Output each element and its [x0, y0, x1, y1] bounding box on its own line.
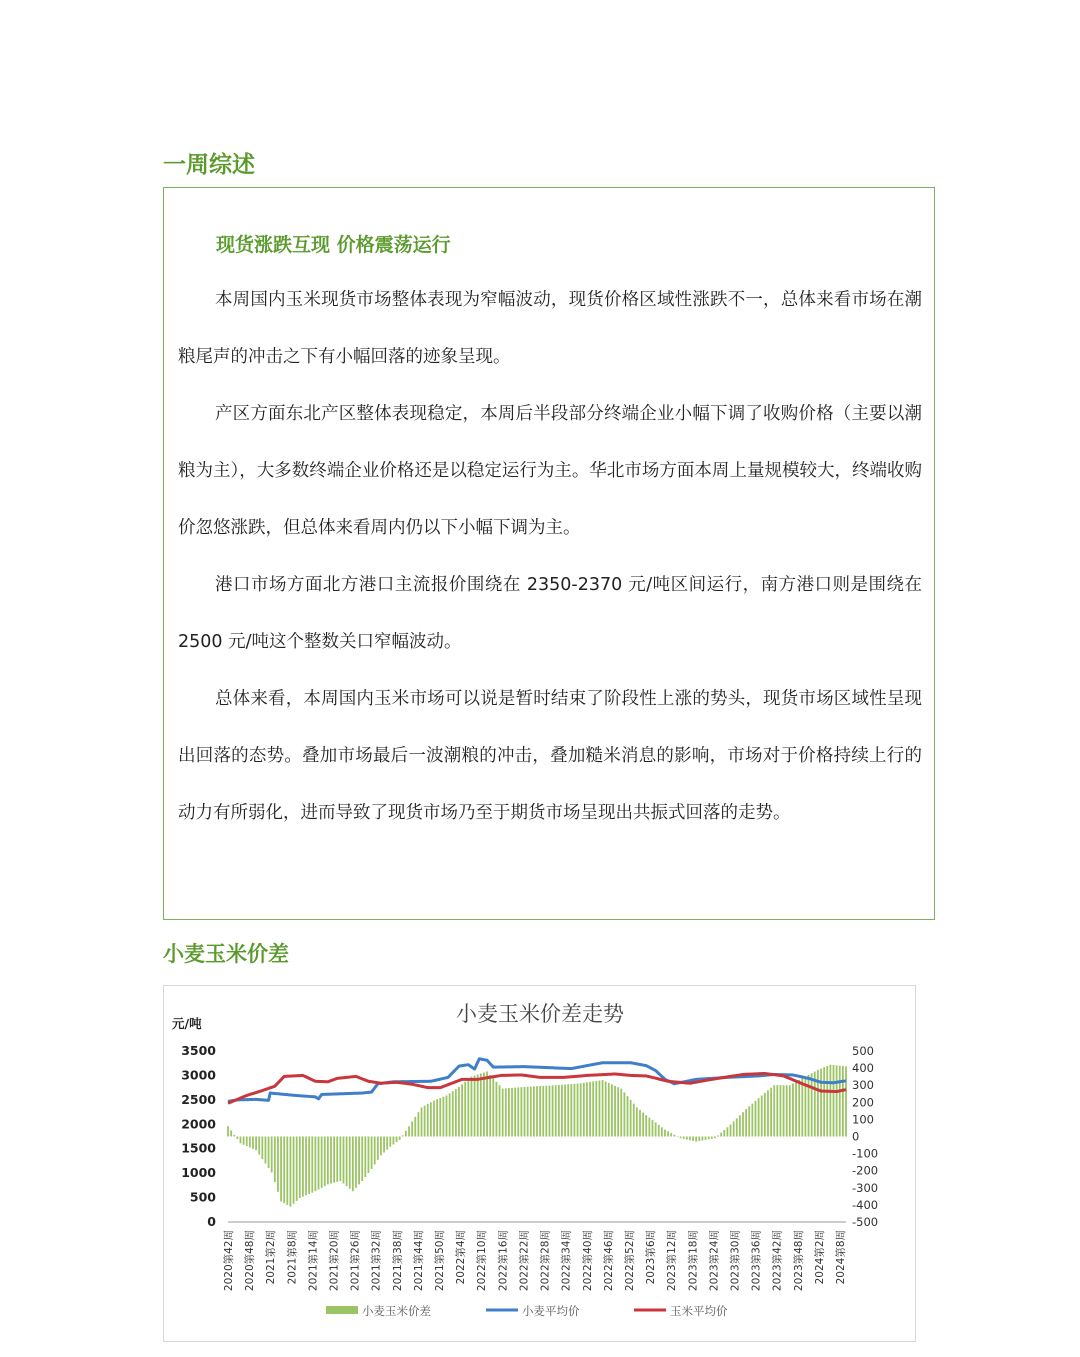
spread-bar [733, 1121, 735, 1136]
spread-bar [424, 1106, 426, 1137]
spread-bar [458, 1087, 460, 1137]
spread-bar [258, 1137, 260, 1155]
spread-bar [464, 1082, 466, 1137]
spread-bar [246, 1137, 248, 1147]
spread-bar [517, 1087, 519, 1136]
spread-bar [645, 1115, 647, 1136]
x-axis-tick: 2023第24周 [708, 1230, 721, 1292]
spread-chart [163, 985, 916, 1342]
spread-bar [570, 1084, 572, 1136]
paragraph-spot-market: 本周国内玉米现货市场整体表现为窄幅波动，现货价格区域性涨跌不一，总体来看市场在潮粮尾声的冲击之下有小幅回落的迹象呈现。 [178, 290, 922, 367]
spread-bar [368, 1137, 370, 1173]
spread-bar [730, 1125, 732, 1137]
spread-bar [433, 1101, 435, 1137]
x-axis-tick: 2023第48周 [792, 1230, 805, 1292]
spread-bar [717, 1135, 719, 1136]
x-axis-tick: 2022第22周 [518, 1230, 531, 1292]
spread-bar [561, 1085, 563, 1137]
spread-bar [358, 1137, 360, 1185]
spread-bar [452, 1091, 454, 1136]
left-axis-tick: 3000 [181, 1067, 216, 1083]
spread-bar [667, 1131, 669, 1136]
spread-bar [308, 1137, 310, 1194]
right-axis-tick: -300 [852, 1180, 879, 1195]
spread-bar [318, 1137, 320, 1190]
spread-bar [339, 1137, 341, 1181]
spread-bar [268, 1137, 270, 1168]
spread-bar [427, 1104, 429, 1136]
spread-bar [683, 1137, 685, 1139]
x-axis-tick: 2024第2周 [813, 1230, 826, 1285]
spread-bar [552, 1085, 554, 1136]
right-axis-tick: 0 [852, 1129, 860, 1144]
spread-bar [527, 1087, 529, 1137]
spread-bar [549, 1086, 551, 1137]
spread-bar [474, 1076, 476, 1137]
spread-bar [233, 1135, 235, 1137]
spread-bar [773, 1085, 775, 1136]
spread-bar [492, 1078, 494, 1136]
spread-bar [630, 1100, 632, 1137]
x-axis-tick: 2022第28周 [539, 1230, 552, 1292]
x-axis-tick: 2023第42周 [771, 1230, 784, 1292]
spread-bar [377, 1137, 379, 1160]
spread-bar [714, 1137, 716, 1139]
left-axis-tick: 1000 [181, 1165, 216, 1181]
spread-bar [414, 1117, 416, 1137]
spread-bar [483, 1073, 485, 1137]
right-axis-tick: 400 [852, 1061, 874, 1076]
spread-bar [508, 1088, 510, 1136]
spread-bar [702, 1137, 704, 1141]
spread-bar [758, 1098, 760, 1136]
spread-bar [614, 1086, 616, 1137]
spread-bar [467, 1079, 469, 1136]
spread-bar [673, 1135, 675, 1137]
spread-bar [698, 1137, 700, 1142]
spread-bar [829, 1065, 831, 1137]
spread-bar [436, 1099, 438, 1136]
spread-bar [833, 1065, 835, 1136]
spread-bar [324, 1137, 326, 1187]
spread-bar [655, 1122, 657, 1136]
spread-bar [786, 1085, 788, 1136]
spread-bar [736, 1118, 738, 1136]
spread-bar [608, 1083, 610, 1137]
left-axis-tick: 500 [189, 1189, 216, 1205]
right-axis-tick: 200 [852, 1095, 874, 1110]
right-axis-tick: -400 [852, 1197, 879, 1212]
x-axis-tick: 2021第20周 [328, 1230, 341, 1292]
spread-bar [789, 1085, 791, 1136]
spread-bar [680, 1137, 682, 1139]
x-axis-tick: 2023第36周 [750, 1230, 763, 1292]
right-axis-tick: -200 [852, 1163, 879, 1178]
spread-bar [380, 1137, 382, 1156]
x-axis-tick: 2023第12周 [666, 1230, 679, 1292]
x-axis-tick: 2022第46周 [602, 1230, 615, 1292]
spread-bar [720, 1133, 722, 1137]
spread-bar [290, 1137, 292, 1207]
summary-box [163, 187, 935, 920]
summary-subheading: 现货涨跌互现 价格震荡运行 [216, 234, 451, 256]
spread-bar [692, 1137, 694, 1141]
spread-bar [745, 1109, 747, 1136]
x-axis-tick: 2022第4周 [455, 1230, 468, 1285]
spread-bar [505, 1088, 507, 1136]
spread-bar [364, 1137, 366, 1177]
spread-bar [311, 1137, 313, 1193]
spread-bar [277, 1137, 279, 1192]
spread-bar [230, 1131, 232, 1137]
spread-bar [280, 1137, 282, 1202]
spread-bar [567, 1084, 569, 1136]
spread-bar [471, 1077, 473, 1137]
spread-bar [748, 1106, 750, 1136]
right-axis-tick: 500 [852, 1044, 874, 1058]
left-axis-tick: 3500 [181, 1043, 216, 1058]
spread-bar [670, 1133, 672, 1136]
spread-bar [520, 1087, 522, 1136]
spread-bar [617, 1087, 619, 1136]
spread-bar [293, 1137, 295, 1204]
x-axis-tick: 2020第48周 [244, 1230, 257, 1292]
spread-bar [399, 1137, 401, 1140]
spread-bar [767, 1090, 769, 1136]
spread-bar [243, 1137, 245, 1145]
right-axis-tick: 300 [852, 1078, 874, 1093]
spread-bar [708, 1137, 710, 1140]
legend-label-spread: 小麦玉米价差 [362, 1304, 431, 1318]
spread-bar [249, 1137, 251, 1148]
spread-bar [589, 1082, 591, 1137]
spread-bar [299, 1137, 301, 1199]
spread-bar [826, 1066, 828, 1137]
spread-bar [602, 1080, 604, 1136]
spread-bar [564, 1085, 566, 1137]
spread-bar [371, 1137, 373, 1169]
spread-bar [586, 1082, 588, 1136]
spread-bar [265, 1137, 267, 1164]
spread-bar [623, 1092, 625, 1136]
spread-bar [333, 1137, 335, 1183]
spread-bar [801, 1078, 803, 1136]
chart-title: 小麦玉米价差走势 [456, 1002, 624, 1026]
spread-bar [689, 1137, 691, 1141]
spread-bar [421, 1107, 423, 1136]
spread-bar [405, 1131, 407, 1137]
spread-bar [327, 1137, 329, 1185]
x-axis-tick: 2023第6周 [645, 1230, 658, 1285]
section-title-weekly-summary: 一周综述 [163, 152, 255, 178]
legend-swatch-spread [326, 1306, 358, 1314]
spread-bar [393, 1137, 395, 1145]
spread-bar [330, 1137, 332, 1184]
left-axis-ticks [181, 1043, 216, 1229]
spread-bar [580, 1083, 582, 1136]
spread-bar [361, 1137, 363, 1181]
spread-bar [352, 1137, 354, 1192]
chart-legend [326, 1304, 728, 1318]
spread-bar [686, 1137, 688, 1140]
x-axis-tick: 2023第30周 [729, 1230, 742, 1292]
spread-bar [605, 1081, 607, 1136]
spread-bar [592, 1081, 594, 1136]
x-axis-tick: 2021第38周 [391, 1230, 404, 1292]
spread-bar [842, 1066, 844, 1136]
spread-bar [633, 1104, 635, 1137]
legend-label-wheat: 小麦平均价 [522, 1304, 580, 1318]
left-axis-tick: 2000 [181, 1116, 216, 1132]
spread-bar [321, 1137, 323, 1188]
spread-bar [533, 1086, 535, 1136]
spread-bar [761, 1095, 763, 1136]
spread-bar [783, 1085, 785, 1136]
spread-bar [583, 1083, 585, 1137]
spread-bar [545, 1086, 547, 1137]
x-axis-tick: 2024第8周 [835, 1230, 847, 1285]
x-axis-tick: 2021第14周 [307, 1230, 320, 1292]
spread-bar [555, 1085, 557, 1136]
right-axis-tick: 100 [852, 1112, 874, 1127]
spread-bar [658, 1125, 660, 1137]
spread-bar [389, 1137, 391, 1147]
spread-bar [611, 1084, 613, 1136]
spread-bar [502, 1089, 504, 1137]
spread-bar [642, 1113, 644, 1137]
spread-bar [374, 1137, 376, 1165]
spread-bar [820, 1069, 822, 1137]
spread-bar [349, 1137, 351, 1189]
spread-bar [677, 1137, 679, 1138]
spread-bars [227, 1065, 847, 1207]
spread-bar [411, 1122, 413, 1137]
spread-bar [639, 1110, 641, 1137]
left-axis-tick: 2500 [181, 1091, 216, 1107]
x-axis-tick: 2021第8周 [286, 1230, 299, 1285]
spread-bar [255, 1137, 257, 1151]
spread-bar [442, 1097, 444, 1137]
y-axis-unit-label: 元/吨 [172, 1016, 202, 1031]
spread-bar [836, 1065, 838, 1136]
spread-bar [695, 1137, 697, 1142]
spread-bar [283, 1137, 285, 1204]
spread-bar [823, 1067, 825, 1136]
spread-bar [599, 1081, 601, 1137]
spread-bar [271, 1137, 273, 1173]
spread-bar [236, 1137, 238, 1140]
x-axis-tick: 2022第40周 [581, 1230, 594, 1292]
spread-bar [627, 1096, 629, 1136]
spread-bar [755, 1101, 757, 1137]
spread-bar [595, 1081, 597, 1137]
spread-bar [558, 1085, 560, 1137]
spread-bar [430, 1102, 432, 1136]
spread-bar [845, 1066, 847, 1136]
right-axis-tick: -500 [852, 1215, 879, 1229]
spread-bar [711, 1137, 713, 1139]
spread-bar [514, 1088, 516, 1137]
spread-bar [723, 1130, 725, 1137]
spread-bar [764, 1093, 766, 1137]
spread-bar [499, 1085, 501, 1136]
x-axis-tick: 2022第10周 [476, 1230, 489, 1292]
spread-bar [386, 1137, 388, 1150]
x-axis-tick: 2021第26周 [349, 1230, 362, 1292]
spread-bar [780, 1085, 782, 1136]
spread-bar [477, 1075, 479, 1137]
spread-bar [536, 1086, 538, 1136]
paragraph-producing-area: 产区方面东北产区整体表现稳定，本周后半段部分终端企业小幅下调了收购价格（主要以潮粮为主），大多数终端企业价格还是以稳定运行为主。华北市场方面本周上量规模较大，终端收购价忽悠涨跌，但总体来看周内仍以下小幅下调为主。 [178, 404, 922, 538]
spread-chart-svg [164, 986, 917, 1343]
spread-bar [402, 1135, 404, 1136]
spread-bar [417, 1112, 419, 1136]
spread-bar [652, 1120, 654, 1136]
legend-label-corn: 玉米平均价 [670, 1304, 728, 1318]
spread-bar [808, 1075, 810, 1137]
spread-bar [314, 1137, 316, 1192]
spread-bar [574, 1084, 576, 1137]
spread-bar [261, 1137, 263, 1160]
spread-bar [811, 1073, 813, 1136]
spread-bar [305, 1137, 307, 1196]
left-axis-tick: 1500 [181, 1140, 216, 1156]
spread-bar [739, 1115, 741, 1136]
spread-bar [408, 1126, 410, 1136]
spread-bar [770, 1088, 772, 1137]
spread-bar [343, 1137, 345, 1184]
spread-bar [461, 1084, 463, 1136]
section-title-wheat-corn-spread: 小麦玉米价差 [163, 942, 289, 966]
spread-bar [496, 1082, 498, 1137]
x-axis-tick: 2021第32周 [370, 1230, 383, 1292]
spread-bar [839, 1066, 841, 1137]
spread-bar [648, 1118, 650, 1137]
x-axis-tick: 2021第2周 [265, 1230, 278, 1285]
x-axis-tick: 2021第50周 [434, 1230, 446, 1292]
spread-bar [274, 1137, 276, 1183]
spread-bar [240, 1137, 242, 1144]
spread-bar [227, 1126, 229, 1136]
paragraph-overall: 总体来看，本周国内玉米市场可以说是暂时结束了阶段性上涨的势头，现货市场区域性呈现出回落的态势。叠加市场最后一波潮粮的冲击，叠加糙米消息的影响，市场对于价格持续上行的动力有所弱化，进而导致了现货市场乃至于期货市场呈现出共振式回落的走势。 [178, 689, 922, 823]
spread-bar [776, 1085, 778, 1136]
spread-bar [726, 1127, 728, 1136]
spread-bar [383, 1137, 385, 1153]
spread-bar [792, 1083, 794, 1136]
paragraph-port-market: 港口市场方面北方港口主流报价围绕在 2350-2370 元/吨区间运行，南方港口则是围绕在 2500 元/吨这个整数关口窄幅波动。 [178, 575, 922, 652]
x-axis-tick: 2022第16周 [497, 1230, 510, 1292]
right-axis-ticks [852, 1044, 878, 1229]
spread-bar [296, 1137, 298, 1201]
spread-bar [705, 1137, 707, 1140]
spread-bar [396, 1137, 398, 1143]
spread-bar [252, 1137, 254, 1149]
left-axis-tick: 0 [207, 1214, 216, 1229]
spread-bar [346, 1137, 348, 1187]
x-axis-tick: 2022第52周 [624, 1230, 636, 1292]
spread-bar [524, 1087, 526, 1137]
spread-bar [480, 1074, 482, 1137]
spread-bar [455, 1089, 457, 1136]
x-axis-tick: 2022第34周 [560, 1230, 573, 1292]
spread-bar [795, 1082, 797, 1137]
x-axis-tick: 2023第18周 [687, 1230, 700, 1292]
right-axis-tick: -100 [852, 1146, 879, 1161]
spread-bar [577, 1084, 579, 1137]
spread-bar [489, 1075, 491, 1137]
spread-bar [486, 1072, 488, 1137]
x-axis-tick: 2021第44周 [412, 1230, 425, 1292]
spread-bar [449, 1093, 451, 1136]
spread-bar [302, 1137, 304, 1197]
spread-bar [286, 1137, 288, 1205]
spread-bar [355, 1137, 357, 1188]
spread-bar [446, 1095, 448, 1136]
spread-bar [336, 1137, 338, 1182]
x-axis-ticks [222, 1230, 847, 1291]
spread-bar [798, 1080, 800, 1136]
spread-bar [661, 1127, 663, 1136]
spread-bar [620, 1089, 622, 1137]
x-axis-tick: 2020第42周 [223, 1230, 235, 1292]
spread-bar [539, 1086, 541, 1136]
spread-bar [751, 1104, 753, 1137]
spread-bar [439, 1098, 441, 1136]
spread-bar [511, 1088, 513, 1137]
spread-bar [542, 1086, 544, 1137]
spread-bar [664, 1130, 666, 1137]
spread-bar [636, 1107, 638, 1136]
spread-bar [530, 1087, 532, 1137]
spread-bar [742, 1112, 744, 1136]
